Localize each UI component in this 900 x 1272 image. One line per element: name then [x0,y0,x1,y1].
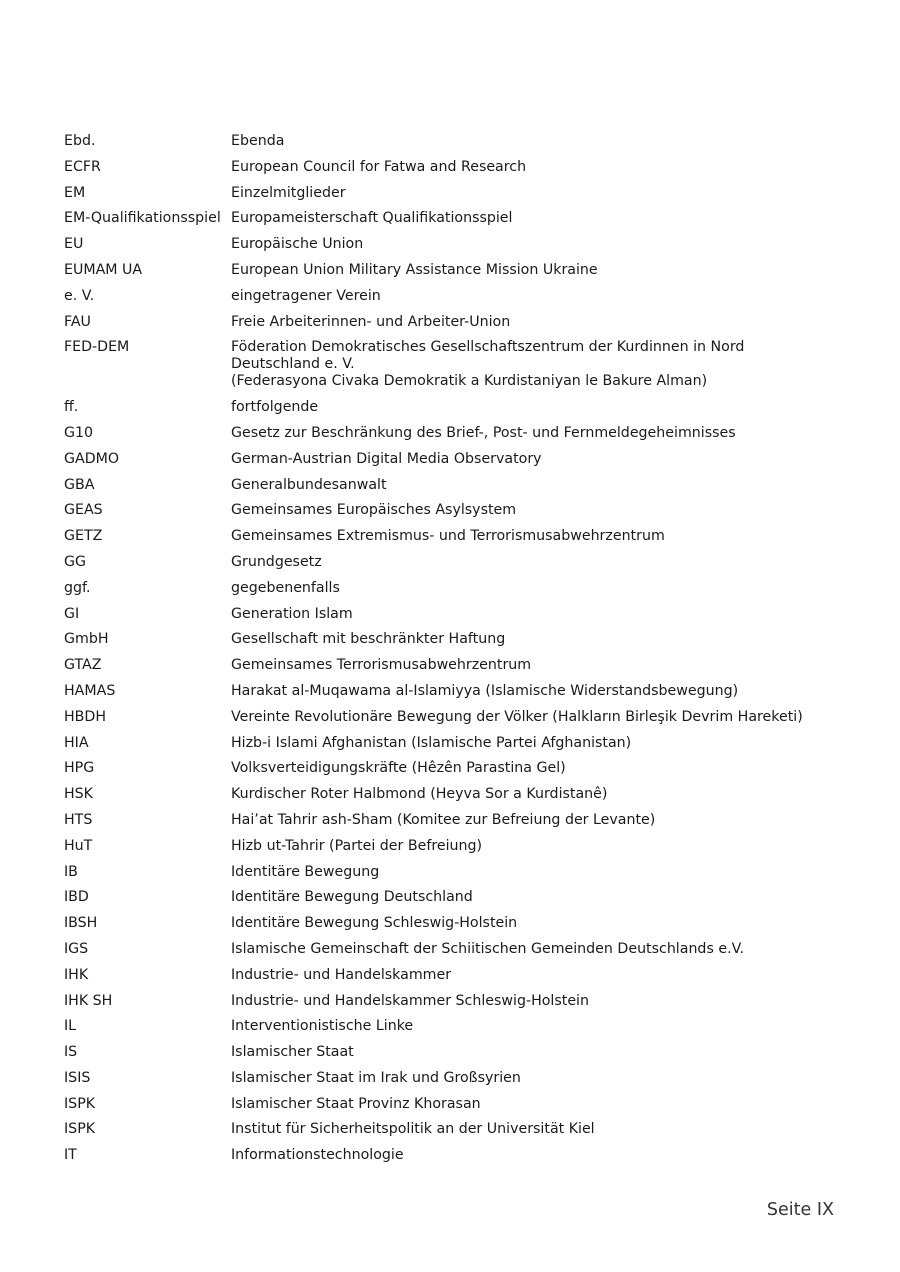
abbreviation-definition: Industrie- und Handelskammer Schleswig-Holstein [231,992,589,1009]
abbreviation-row [64,864,854,881]
abbreviation-term: GG [64,553,86,570]
abbreviation-definition: Identitäre Bewegung Deutschland [231,889,473,906]
abbreviation-definition: eingetragener Verein [231,287,381,304]
abbreviation-row [64,502,854,519]
abbreviation-definition: Islamischer Staat im Irak und Großsyrien [231,1069,521,1086]
abbreviation-definition: Hizb ut-Tahrir (Partei der Befreiung) [231,837,483,854]
abbreviation-term: EU [64,236,84,253]
abbreviation-definition: Gemeinsames Europäisches Asylsystem [231,502,517,519]
abbreviation-row [64,993,854,1010]
abbreviation-definition: Identitäre Bewegung Schleswig-Holstein [231,915,518,932]
abbreviation-term: HIA [64,734,89,751]
abbreviation-term: GBA [64,476,95,493]
abbreviation-term: GmbH [64,631,109,648]
abbreviation-definition: German-Austrian Digital Media Observatory [231,450,542,467]
abbreviation-row [64,657,854,674]
abbreviation-definition: Gemeinsames Extremismus- und Terrorismusabwehrzentrum [231,528,665,545]
abbreviation-term: EUMAM UA [64,261,143,278]
abbreviation-definition: Informationstechnologie [231,1147,404,1164]
abbreviation-row [64,451,854,468]
abbreviation-definition: Hai’at Tahrir ash-Sham (Komitee zur Befreiung der Levante) [231,811,656,828]
abbreviation-term: FED-DEM [64,339,130,356]
page-number: Seite IX [766,1200,834,1220]
abbreviation-term: HBDH [64,708,106,725]
abbreviation-definition: Islamische Gemeinschaft der Schiitischen Gemeinden Deutschlands e.V. [231,940,744,957]
abbreviation-row [64,1070,854,1087]
abbreviation-term: HAMAS [64,682,116,699]
abbreviation-row [64,399,854,416]
abbreviation-row [64,941,854,958]
abbreviation-row [64,631,854,648]
abbreviation-term: G10 [64,424,94,441]
abbreviation-term: HSK [64,786,93,803]
abbreviation-row [64,580,854,597]
abbreviation-definition: Generalbundesanwalt [231,476,387,493]
abbreviation-term: GETZ [64,528,103,545]
abbreviation-term: ECFR [64,158,101,175]
abbreviation-term: Ebd. [64,133,96,149]
abbreviation-definition: Gemeinsames Terrorismusabwehrzentrum [231,657,532,674]
abbreviation-definition: Gesellschaft mit beschränkter Haftung [231,631,506,648]
abbreviation-row [64,606,854,623]
abbreviation-definition: Einzelmitglieder [231,184,346,201]
abbreviation-definition: Föderation Demokratisches Gesellschaftszentrum der Kurdinnen in Nord Deutschland e. V. (Federasyona Civaka Demokratik a Kurdistaniyan le Bakure Alman) [231,339,745,390]
abbreviation-definition: fortfolgende [231,399,319,416]
abbreviation-term: e. V. [64,287,95,304]
abbreviation-row [64,425,854,442]
abbreviation-term: IHK [64,966,89,983]
abbreviation-term: IS [64,1044,78,1061]
abbreviation-term: IGS [64,940,89,957]
abbreviation-definition: Identitäre Bewegung [231,863,380,880]
abbreviation-definition: Grundgesetz [231,553,322,570]
abbreviation-term: HuT [64,837,93,854]
abbreviation-definition: European Union Military Assistance Mission Ukraine [231,261,598,278]
abbreviation-row [64,236,854,253]
abbreviation-row [64,683,854,700]
abbreviation-term: ISPK [64,1095,96,1112]
abbreviation-row [64,889,854,906]
abbreviation-row [64,760,854,777]
abbreviation-definition: Generation Islam [231,605,353,622]
abbreviation-definition: Europameisterschaft Qualifikationsspiel [231,210,513,227]
abbreviation-row [64,133,854,150]
abbreviation-definition: Islamischer Staat Provinz Khorasan [231,1095,481,1112]
abbreviation-row [64,709,854,726]
abbreviation-row [64,288,854,305]
abbreviation-row [64,339,854,390]
abbreviation-term: ff. [64,399,79,416]
abbreviation-term: IB [64,863,78,880]
abbreviation-row [64,477,854,494]
abbreviation-term: FAU [64,313,91,330]
abbreviation-definition: gegebenenfalls [231,579,340,596]
abbreviation-definition: Harakat al-Muqawama al-Islamiyya (Islamische Widerstandsbewegung) [231,682,739,699]
abbreviation-term: IT [64,1147,77,1164]
abbreviation-row [64,528,854,545]
abbreviation-row [64,1018,854,1035]
abbreviation-definition: Industrie- und Handelskammer [231,966,452,983]
abbreviation-definition: Institut für Sicherheitspolitik an der Universität Kiel [231,1121,595,1138]
abbreviation-list [64,133,854,1173]
abbreviation-definition: Ebenda [231,133,285,149]
abbreviation-row [64,1121,854,1138]
abbreviation-row [64,1147,854,1164]
abbreviation-row [64,159,854,176]
abbreviation-definition: Volksverteidigungskräfte (Hêzên Parastina Gel) [231,760,566,777]
abbreviation-definition: Hizb-i Islami Afghanistan (Islamische Partei Afghanistan) [231,734,632,751]
abbreviation-row [64,967,854,984]
abbreviation-term: GADMO [64,450,120,467]
abbreviation-row [64,554,854,571]
abbreviation-row [64,185,854,202]
abbreviation-row [64,786,854,803]
abbreviation-definition: Europäische Union [231,236,364,253]
abbreviation-row [64,314,854,331]
abbreviation-definition: Kurdischer Roter Halbmond (Heyva Sor a Kurdistanê) [231,786,608,803]
abbreviation-term: IBSH [64,915,98,932]
abbreviation-term: IBD [64,889,89,906]
abbreviation-row [64,210,854,227]
abbreviation-row [64,262,854,279]
abbreviation-definition: Interventionistische Linke [231,1018,414,1035]
abbreviation-row [64,1044,854,1061]
abbreviation-row [64,735,854,752]
abbreviation-row [64,812,854,829]
abbreviation-term: ggf. [64,579,91,596]
abbreviation-term: ISIS [64,1069,91,1086]
abbreviation-term: IHK SH [64,992,113,1009]
abbreviation-term: GI [64,605,80,622]
abbreviation-row [64,915,854,932]
abbreviation-definition: Vereinte Revolutionäre Bewegung der Völker (Halkların Birleşik Devrim Hareketi) [231,708,803,725]
abbreviation-row [64,838,854,855]
abbreviation-term: GTAZ [64,657,102,674]
abbreviation-term: HPG [64,760,95,777]
abbreviation-definition: European Council for Fatwa and Research [231,158,527,175]
abbreviation-row [64,1096,854,1113]
abbreviation-term: EM [64,184,86,201]
abbreviation-definition: Gesetz zur Beschränkung des Brief-, Post- und Fernmeldegeheimnisses [231,424,736,441]
abbreviation-definition: Freie Arbeiterinnen- und Arbeiter-Union [231,313,511,330]
abbreviation-term: GEAS [64,502,103,519]
abbreviation-definition: Islamischer Staat [231,1044,354,1061]
abbreviation-term: ISPK [64,1121,96,1138]
abbreviation-term: HTS [64,811,93,828]
abbreviation-term: EM-Qualifikationsspiel [64,210,221,227]
abbreviation-term: IL [64,1018,77,1035]
